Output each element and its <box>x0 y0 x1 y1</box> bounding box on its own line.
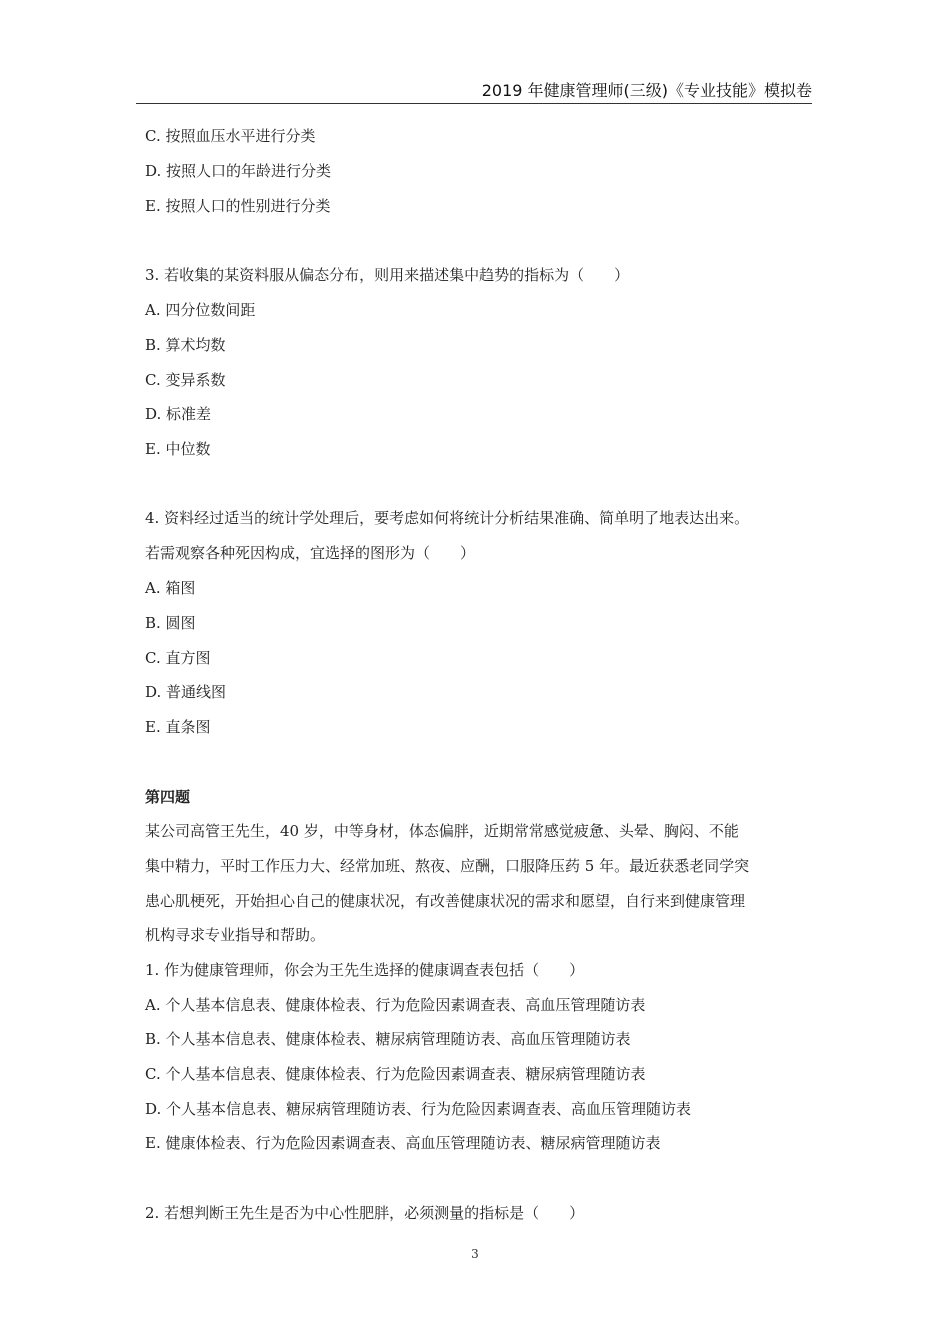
page-number: 3 <box>471 1247 479 1261</box>
s4-q1-option: E. 健康体检表、行为危险因素调查表、高血压管理随访表、糖尿病管理随访表 <box>145 1134 661 1152</box>
s4-q1-option: D. 个人基本信息表、糖尿病管理随访表、行为危险因素调查表、高血压管理随访表 <box>145 1100 692 1118</box>
q4-option: E. 直条图 <box>145 718 211 736</box>
q3-option: C. 变异系数 <box>145 371 226 389</box>
s4-q1-option: B. 个人基本信息表、健康体检表、糖尿病管理随访表、高血压管理随访表 <box>145 1030 631 1048</box>
q3-option: A. 四分位数间距 <box>145 301 256 319</box>
section-heading: 第四题 <box>145 788 191 806</box>
q4-stem: 4. 资料经过适当的统计学处理后，要考虑如何将统计分析结果准确、简单明了地表达出来。 <box>145 509 750 527</box>
case-text-line: 集中精力，平时工作压力大、经常加班、熬夜、应酬，口服降压药 5 年。最近获悉老同学突 <box>145 857 750 875</box>
header-divider <box>136 103 812 104</box>
q2-option-c: C. 按照血压水平进行分类 <box>145 127 316 145</box>
q3-stem: 3. 若收集的某资料服从偏态分布，则用来描述集中趋势的指标为（ ） <box>145 266 630 284</box>
q2-option-d: D. 按照人口的年龄进行分类 <box>145 162 332 180</box>
q2-option-e: E. 按照人口的性别进行分类 <box>145 197 331 215</box>
s4-q1-stem: 1. 作为健康管理师，你会为王先生选择的健康调查表包括（ ） <box>145 961 585 979</box>
q4-stem: 若需观察各种死因构成，宜选择的图形为（ ） <box>145 544 476 562</box>
page-header-title: 2019 年健康管理师(三级)《专业技能》模拟卷 <box>481 81 812 100</box>
q3-option: B. 算术均数 <box>145 336 226 354</box>
q4-option: C. 直方图 <box>145 649 211 667</box>
case-text-line: 机构寻求专业指导和帮助。 <box>145 926 326 944</box>
q3-option: D. 标准差 <box>145 405 212 423</box>
q4-option: D. 普通线图 <box>145 683 227 701</box>
s4-q2-stem: 2. 若想判断王先生是否为中心性肥胖，必须测量的指标是（ ） <box>145 1204 585 1222</box>
q3-option: E. 中位数 <box>145 440 211 458</box>
case-text-line: 患心肌梗死，开始担心自己的健康状况，有改善健康状况的需求和愿望，自行来到健康管理 <box>145 892 746 910</box>
case-text-line: 某公司高管王先生，40 岁，中等身材，体态偏胖，近期常常感觉疲惫、头晕、胸闷、不能 <box>145 822 739 840</box>
s4-q1-option: A. 个人基本信息表、健康体检表、行为危险因素调查表、高血压管理随访表 <box>145 996 646 1014</box>
s4-q1-option: C. 个人基本信息表、健康体检表、行为危险因素调查表、糖尿病管理随访表 <box>145 1065 646 1083</box>
q4-option: B. 圆图 <box>145 614 196 632</box>
q4-option: A. 箱图 <box>145 579 196 597</box>
